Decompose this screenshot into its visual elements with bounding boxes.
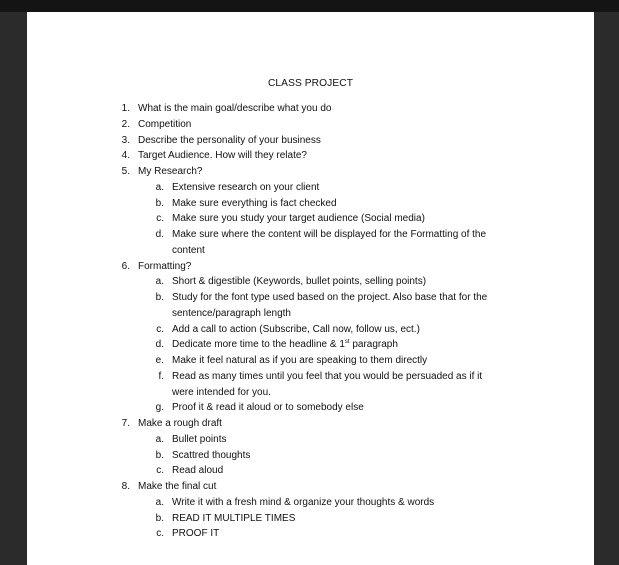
sub-list-letter: d. (155, 229, 164, 240)
sub-list-item-text: Make sure everything is fact checked (172, 197, 337, 209)
text-part: Dedicate more time to the headline & 1 (172, 339, 345, 351)
sub-list-letter: a. (155, 181, 164, 193)
list-item-text: Describe the personality of your business (138, 134, 321, 146)
sub-list-letter: a. (155, 433, 164, 445)
sub-list-letter: b. (155, 449, 164, 461)
sub-list-item-text: Add a call to action (Subscribe, Call now, follow us, ect.) (172, 323, 420, 335)
sub-list-item-text: Proof it & read it aloud or to somebody else (172, 402, 364, 414)
sub-list-item-text: Scattred thoughts (172, 449, 251, 461)
list-number: 7. (121, 418, 130, 429)
sub-list-item-text: Write it with a fresh mind & organize your thoughts & words (172, 496, 435, 508)
sub-list-letter: c. (156, 323, 164, 335)
document-title: CLASS PROJECT (267, 78, 354, 89)
sub-list-letter: b. (155, 292, 164, 303)
sub-list-item-text: Short & digestible (Keywords, bullet points, selling points) (172, 276, 427, 288)
sub-list-item-text: READ IT MULTIPLE TIMES (172, 512, 296, 524)
sub-list-letter: c. (156, 465, 164, 477)
superscript: st (344, 339, 350, 346)
sub-list-letter: a. (155, 496, 164, 508)
sub-list-item-text (172, 337, 398, 353)
window-top-bar (0, 0, 619, 12)
sub-list-letter: a. (155, 276, 164, 288)
sub-list-letter: d. (155, 339, 164, 351)
list-item-text: My Research? (138, 166, 203, 177)
sub-list-item-text: Make sure where the content will be displayed for the Formatting of the (172, 229, 487, 240)
list-item-text: Competition (138, 118, 192, 130)
list-item-text: What is the main goal/describe what you do (138, 103, 332, 114)
sub-list-item-text: PROOF IT (172, 528, 220, 540)
sub-list-item-text: Read as many times until you feel that you would be persuaded as if it (172, 370, 483, 382)
list-number: 8. (121, 481, 130, 492)
sub-list-letter: e. (155, 355, 164, 366)
sub-list-item-text-line2: were intended for you. (172, 386, 271, 398)
sub-list-item-text-line2: sentence/paragraph length (172, 307, 291, 319)
list-number: 5. (121, 166, 130, 177)
list-number: 6. (121, 260, 130, 272)
sub-list-letter: b. (155, 512, 164, 524)
sub-list-letter: b. (155, 197, 164, 209)
list-number: 2. (121, 118, 130, 130)
list-number: 1. (121, 103, 130, 114)
list-number: 4. (121, 150, 130, 162)
list-item-text: Target Audience. How will they relate? (138, 150, 307, 162)
sub-list-letter: c. (156, 213, 164, 225)
sub-list-item-text: Bullet points (172, 433, 227, 445)
list-item-text: Formatting? (138, 260, 192, 272)
sub-list-item-text: Make it feel natural as if you are speaking to them directly (172, 355, 428, 366)
sub-list-item-text: Read aloud (172, 465, 224, 477)
sub-list-letter: f. (158, 370, 164, 382)
list-item-text: Make the final cut (138, 481, 217, 492)
sub-list-item-text-line2: content (172, 244, 205, 256)
sub-list-letter: g. (155, 402, 164, 414)
sub-list-item-text: Study for the font type used based on the project. Also base that for the (172, 292, 488, 303)
document-page (27, 12, 594, 565)
list-number: 3. (121, 134, 130, 146)
text-part: paragraph (349, 339, 398, 351)
sub-list-item-text: Make sure you study your target audience (Social media) (172, 213, 425, 225)
sub-list-item-text: Extensive research on your client (172, 181, 320, 193)
list-item-text: Make a rough draft (138, 418, 222, 429)
sub-list-letter: c. (156, 528, 164, 540)
